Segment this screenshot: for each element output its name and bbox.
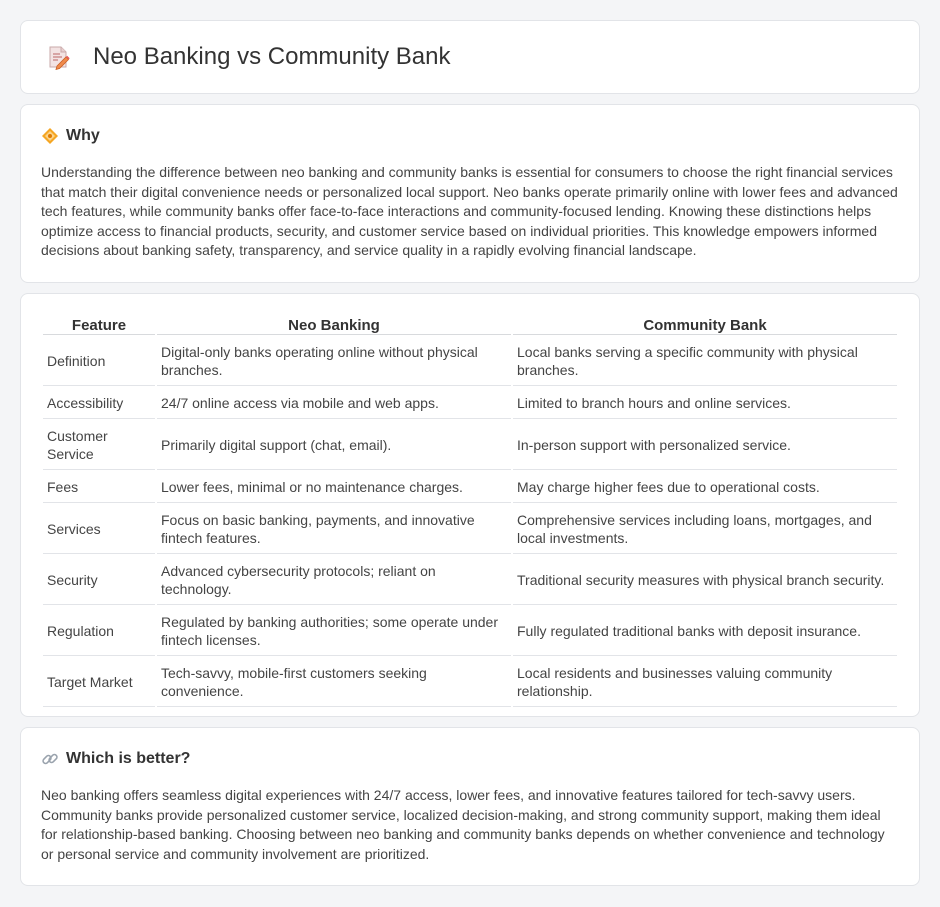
why-text: Understanding the difference between neo banking and community banks is essential for consumers to choose the right financial services that match their digital convenience needs or personalized local support. Neo banks operate primarily online with lower fees and advanced tech features, while community banks offer face-to-face interactions and community-focused lending. Knowing these distinctions helps optimize access to financial products, security, and customer service based on individual priorities. This knowledge empowers informed decisions about banking safety, transparency, and service quality in a rapidly evolving financial landscape. xyxy=(41,164,898,258)
better-text: Neo banking offers seamless digital experiences with 24/7 access, lower fees, and innovative features tailored for tech-savvy users. Community banks provide personalized customer service, localized decision-making, and strong community support, making them ideal for relationship-based banking. Choosing between neo banking and community banks depends on whether convenience and technology or personal service and community involvement are prioritized. xyxy=(41,787,885,862)
document-pencil-icon xyxy=(45,44,71,70)
neo-cell: Lower fees, minimal or no maintenance charges. xyxy=(157,472,511,503)
feature-cell: Target Market xyxy=(43,658,155,707)
feature-cell: Definition xyxy=(43,337,155,386)
community-cell: Limited to branch hours and online services. xyxy=(513,388,897,419)
feature-cell: Regulation xyxy=(43,607,155,656)
column-header-neo-banking: Neo Banking xyxy=(157,314,511,335)
comparison-section xyxy=(20,293,920,717)
table-row xyxy=(43,607,897,656)
table-row xyxy=(43,388,897,419)
feature-cell: Security xyxy=(43,556,155,605)
comparison-table xyxy=(41,312,899,709)
link-icon xyxy=(41,750,59,768)
table-row xyxy=(43,505,897,554)
table-row xyxy=(43,472,897,503)
page-title: Neo Banking vs Community Bank xyxy=(93,43,451,70)
neo-cell: Primarily digital support (chat, email). xyxy=(157,421,511,470)
why-section xyxy=(20,104,920,283)
feature-cell: Customer Service xyxy=(43,421,155,470)
diamond-icon xyxy=(41,127,59,145)
neo-cell: Regulated by banking authorities; some operate under fintech licenses. xyxy=(157,607,511,656)
better-title: Which is better? xyxy=(66,750,191,767)
neo-cell: Digital-only banks operating online without physical branches. xyxy=(157,337,511,386)
community-cell: Traditional security measures with physical branch security. xyxy=(513,556,897,605)
community-cell: May charge higher fees due to operational costs. xyxy=(513,472,897,503)
community-cell: Local banks serving a specific community with physical branches. xyxy=(513,337,897,386)
which-better-section xyxy=(20,727,920,886)
community-cell: Local residents and businesses valuing community relationship. xyxy=(513,658,897,707)
table-header-row xyxy=(43,314,897,335)
better-header xyxy=(41,750,899,768)
feature-cell: Accessibility xyxy=(43,388,155,419)
neo-cell: 24/7 online access via mobile and web apps. xyxy=(157,388,511,419)
table-row xyxy=(43,658,897,707)
table-row xyxy=(43,421,897,470)
header-card xyxy=(20,20,920,94)
column-header-feature: Feature xyxy=(43,314,155,335)
why-header xyxy=(41,127,899,145)
neo-cell: Focus on basic banking, payments, and innovative fintech features. xyxy=(157,505,511,554)
community-cell: Fully regulated traditional banks with deposit insurance. xyxy=(513,607,897,656)
table-row xyxy=(43,556,897,605)
feature-cell: Services xyxy=(43,505,155,554)
column-header-community-bank: Community Bank xyxy=(513,314,897,335)
why-title: Why xyxy=(66,127,100,144)
feature-cell: Fees xyxy=(43,472,155,503)
neo-cell: Advanced cybersecurity protocols; reliant on technology. xyxy=(157,556,511,605)
community-cell: In-person support with personalized service. xyxy=(513,421,897,470)
neo-cell: Tech-savvy, mobile-first customers seeking convenience. xyxy=(157,658,511,707)
table-row xyxy=(43,337,897,386)
community-cell: Comprehensive services including loans, mortgages, and local investments. xyxy=(513,505,897,554)
